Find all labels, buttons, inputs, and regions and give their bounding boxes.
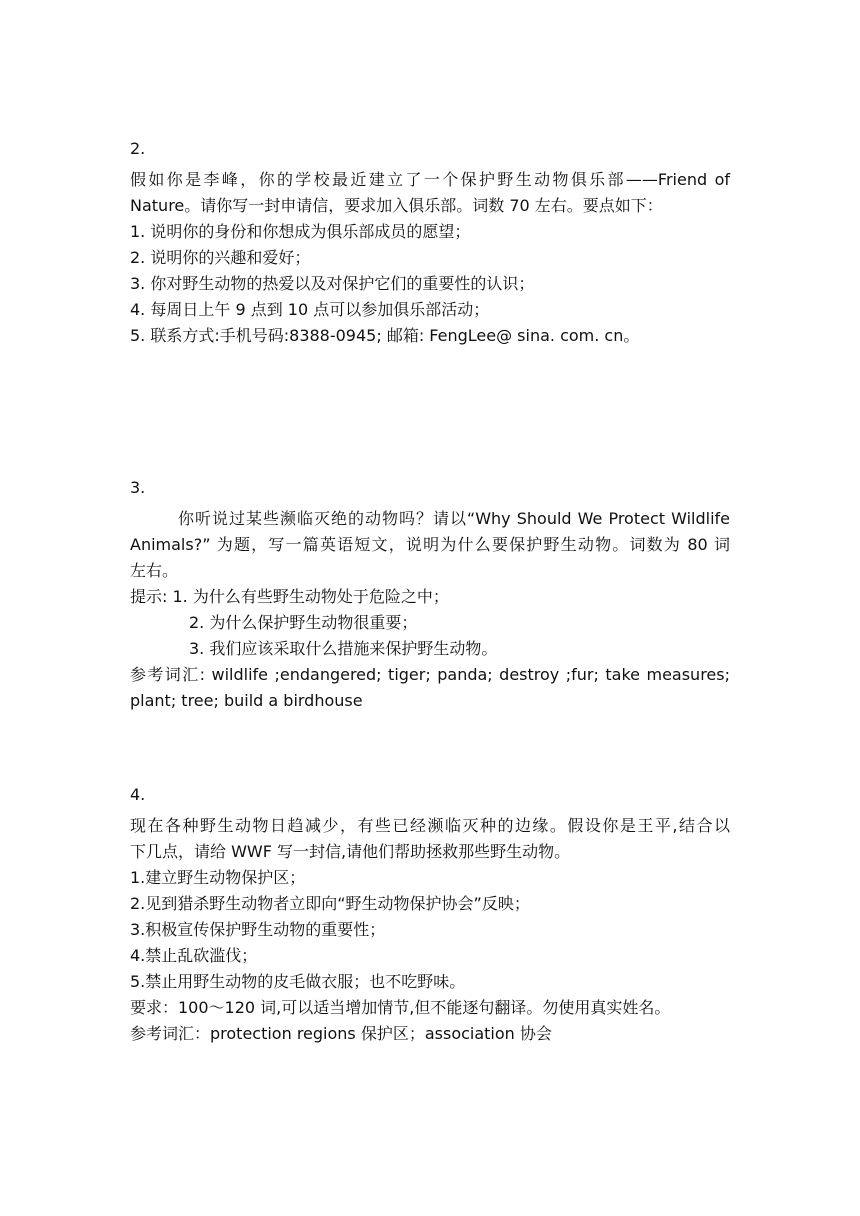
question-2-intro-line2: Nature。请你写一封申请信，要求加入俱乐部。词数 70 左右。要点如下： [130, 196, 663, 215]
question-3-intro-line3: 左右。 [130, 561, 179, 580]
question-3-intro-line1: 你听说过某些濒临灭绝的动物吗？请以“Why Should We Protect Wildlife [178, 509, 730, 528]
question-2-number: 2. [130, 139, 146, 158]
question-2-point-4: 4. 每周日上午 9 点到 10 点可以参加俱乐部活动； [130, 300, 490, 319]
question-4-intro-line2: 下几点，请给 WWF 写一封信,请他们帮助拯救那些野生动物。 [130, 842, 571, 861]
question-3-hint-1: 提示: 1. 为什么有些野生动物处于危险之中； [130, 587, 449, 606]
question-4-point-1: 1.建立野生动物保护区； [130, 868, 306, 887]
question-3-vocab-line1: 参考词汇: wildlife ;endangered; tiger; panda; destroy ;fur; take measures; [130, 665, 730, 684]
question-4-number: 4. [130, 785, 146, 804]
question-4-intro-line1: 现在各种野生动物日趋减少，有些已经濒临灭种的边缘。假设你是王平,结合以 [130, 816, 730, 835]
question-3-hint-3: 3. 我们应该采取什么措施来保护野生动物。 [189, 639, 498, 658]
question-4-point-4: 4.禁止乱砍滥伐； [130, 946, 258, 965]
question-2-intro-line1: 假如你是李峰，你的学校最近建立了一个保护野生动物俱乐部——Friend of [130, 170, 730, 189]
question-3-vocab-line2: plant; tree; build a birdhouse [130, 691, 363, 710]
question-2-point-5: 5. 联系方式:手机号码:8388-0945; 邮箱: FengLee@ sina. com. cn。 [130, 326, 640, 345]
question-4-point-5: 5.禁止用野生动物的皮毛做衣服；也不吃野味。 [130, 972, 466, 991]
question-4-vocab: 参考词汇：protection regions 保护区；association 协会 [130, 1024, 552, 1043]
question-4-point-3: 3.积极宣传保护野生动物的重要性； [130, 920, 386, 939]
question-3-hint-2: 2. 为什么保护野生动物很重要； [189, 613, 418, 632]
question-4-point-2: 2.见到猎杀野生动物者立即向“野生动物保护协会”反映； [130, 894, 530, 913]
question-2-point-1: 1. 说明你的身份和你想成为俱乐部成员的愿望； [130, 222, 471, 241]
question-2-point-3: 3. 你对野生动物的热爱以及对保护它们的重要性的认识； [130, 274, 535, 293]
question-3-intro-line2: Animals?” 为题，写一篇英语短文，说明为什么要保护野生动物。词数为 80 词 [130, 535, 730, 554]
question-3-number: 3. [130, 478, 146, 497]
question-2-point-2: 2. 说明你的兴趣和爱好； [130, 248, 311, 267]
question-4-requirement: 要求：100～120 词,可以适当增加情节,但不能逐句翻译。勿使用真实姓名。 [130, 998, 671, 1017]
